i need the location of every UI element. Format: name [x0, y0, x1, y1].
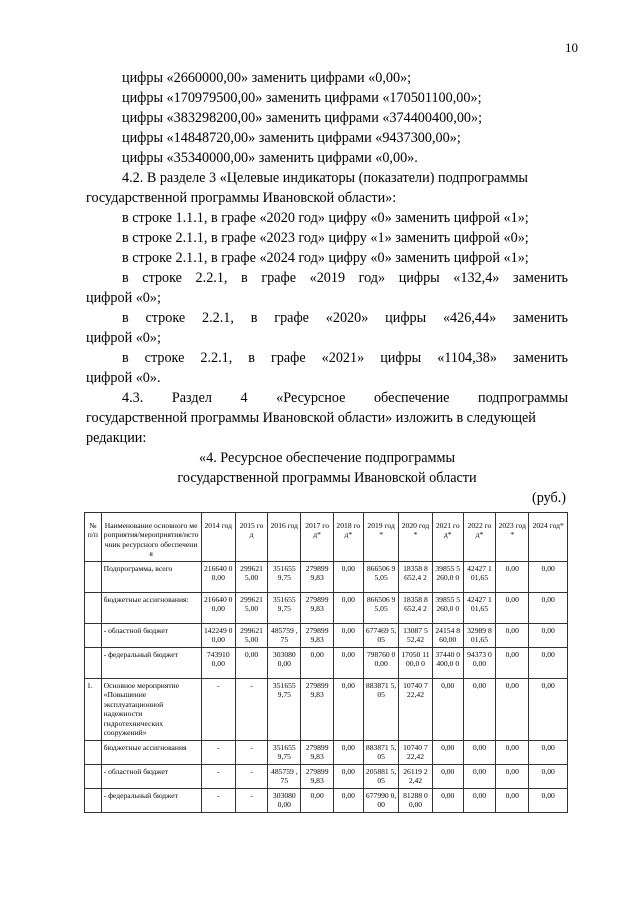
- table-cell: 216640 00,00: [201, 592, 235, 623]
- column-header-name: Наименование основного мероприятия/мероприятия/источник ресурсного обеспечения: [101, 513, 201, 562]
- table-cell: 866506 95,05: [363, 592, 398, 623]
- table-cell: 0,00: [235, 647, 267, 678]
- table-cell: 0,00: [496, 740, 529, 764]
- table-cell: 279899 9,83: [301, 623, 333, 647]
- table-cell: [85, 788, 102, 812]
- table-cell: 0,00: [496, 764, 529, 788]
- table-cell: -: [235, 764, 267, 788]
- table-cell: 0,00: [432, 764, 463, 788]
- text-line: в строке 2.1.1, в графе «2024 год» цифру «0» заменить цифрой «1»;: [122, 250, 529, 266]
- table-cell: 0,00: [301, 647, 333, 678]
- text-line: в строке 2.1.1, в графе «2023 год» цифру «1» заменить цифрой «0»;: [122, 230, 529, 246]
- page-number: 10: [565, 40, 578, 55]
- table-cell: 883871 5,05: [363, 678, 398, 740]
- table-cell: 798760 00,00: [363, 647, 398, 678]
- table-cell: 279899 9,83: [301, 740, 333, 764]
- table-cell: 0,00: [496, 678, 529, 740]
- table-cell: [85, 592, 102, 623]
- table-cell: 0,00: [529, 623, 568, 647]
- text-line: в строке 2.2.1, в графе «2019 год» цифры «132,4» заменить: [122, 270, 568, 286]
- table-cell: 0,00: [432, 788, 463, 812]
- unit-label: (руб.): [531, 490, 566, 506]
- table-cell: 10740 722,42: [399, 740, 432, 764]
- table-cell: 0,00: [529, 678, 568, 740]
- table-cell: 81288 00,00: [399, 788, 432, 812]
- column-header: 2024 год*: [529, 513, 568, 562]
- column-header: 2018 год*: [333, 513, 363, 562]
- table-cell: 303080 0,00: [268, 647, 301, 678]
- table-row: [85, 592, 568, 623]
- resource-table-main: [84, 512, 568, 813]
- table-cell: 351655 9,75: [268, 740, 301, 764]
- table-cell: 216640 00,00: [201, 561, 235, 592]
- column-header: 2017 год*: [301, 513, 333, 562]
- table-cell: 0,00: [496, 561, 529, 592]
- table-cell: 0,00: [333, 592, 363, 623]
- row-label: - федеральный бюджет: [101, 788, 201, 812]
- table-cell: -: [201, 678, 235, 740]
- row-label: - федеральный бюджет: [101, 647, 201, 678]
- table-cell: 279899 9,83: [301, 561, 333, 592]
- column-header: 2021 год*: [432, 513, 463, 562]
- text-line: цифры «383298200,00» заменить цифрами «374400400,00»;: [122, 110, 483, 126]
- table-cell: 0,00: [463, 764, 495, 788]
- row-label: бюджетные ассигнования:: [101, 592, 201, 623]
- table-cell: 0,00: [529, 764, 568, 788]
- table-cell: 0,00: [496, 592, 529, 623]
- table-cell: -: [201, 764, 235, 788]
- section-heading-line-2: государственной программы Ивановской области: [177, 470, 477, 486]
- table-cell: 0,00: [529, 788, 568, 812]
- column-header: № п/п: [85, 513, 102, 562]
- table-cell: 39855 5260,0 0: [432, 561, 463, 592]
- table-cell: 13087 552,42: [399, 623, 432, 647]
- table-cell: 303080 0,00: [268, 788, 301, 812]
- table-cell: 299621 5,00: [235, 561, 267, 592]
- text-line: цифры «35340000,00» заменить цифрами «0,00».: [122, 150, 418, 166]
- table-cell: [85, 647, 102, 678]
- text-line: государственной программы Ивановской области»:: [86, 190, 397, 206]
- table-cell: [85, 764, 102, 788]
- text-line: в строке 1.1.1, в графе «2020 год» цифру «0» заменить цифрой «1»;: [122, 210, 529, 226]
- table-cell: 0,00: [463, 788, 495, 812]
- text-line: цифры «170979500,00» заменить цифрами «170501100,00»;: [122, 90, 482, 106]
- table-cell: 743910 0,00: [201, 647, 235, 678]
- table-cell: 485759 ,75: [268, 623, 301, 647]
- table-cell: 0,00: [496, 788, 529, 812]
- table-cell: 866506 95,05: [363, 561, 398, 592]
- table-cell: 279899 9,83: [301, 592, 333, 623]
- table-cell: 351655 9,75: [268, 561, 301, 592]
- column-header: 2014 год: [201, 513, 235, 562]
- table-cell: 17050 1100,0 0: [399, 647, 432, 678]
- table-cell: 0,00: [432, 678, 463, 740]
- column-header: 2020 год*: [399, 513, 432, 562]
- table-row: [85, 764, 568, 788]
- text-line: цифры «14848720,00» заменить цифрами «9437300,00»;: [122, 130, 461, 146]
- table-row: [85, 788, 568, 812]
- table-cell: 351655 9,75: [268, 592, 301, 623]
- row-label: Основное мероприятие «Повышение эксплуатационной надежности гидротехнических сооружений»: [101, 678, 201, 740]
- table-cell: 0,00: [529, 740, 568, 764]
- table-cell: 42427 101,65: [463, 561, 495, 592]
- table-cell: 0,00: [333, 678, 363, 740]
- text-line: 4.3. Раздел 4 «Ресурсное обеспечение подпрограммы: [122, 390, 568, 406]
- table-cell: 279899 9,83: [301, 764, 333, 788]
- table-cell: 94373 00,00: [463, 647, 495, 678]
- table-cell: -: [235, 788, 267, 812]
- table-cell: [85, 623, 102, 647]
- table-cell: 42427 101,65: [463, 592, 495, 623]
- text-line: цифрой «0».: [86, 370, 161, 386]
- text-line: в строке 2.2.1, в графе «2021» цифры «1104,38» заменить: [122, 350, 568, 366]
- table-cell: 205881 5,05: [363, 764, 398, 788]
- table-cell: 0,00: [463, 678, 495, 740]
- table-cell: 299621 5,00: [235, 623, 267, 647]
- row-label: бюджетные ассигнования: [101, 740, 201, 764]
- table-cell: 0,00: [333, 740, 363, 764]
- table-cell: -: [235, 740, 267, 764]
- table-cell: 0,00: [463, 740, 495, 764]
- table-cell: 0,00: [496, 623, 529, 647]
- table-cell: 10740 722,42: [399, 678, 432, 740]
- text-line: цифрой «0»;: [86, 330, 161, 346]
- table-row: [85, 678, 568, 740]
- table-cell: 18358 8652,4 2: [399, 561, 432, 592]
- table-cell: 32989 801,65: [463, 623, 495, 647]
- table-cell: 0,00: [529, 647, 568, 678]
- table-row: [85, 647, 568, 678]
- table-cell: 0,00: [529, 561, 568, 592]
- row-label: Подпрограмма, всего: [101, 561, 201, 592]
- table-row: [85, 740, 568, 764]
- table-cell: -: [201, 788, 235, 812]
- table-cell: 0,00: [301, 788, 333, 812]
- table-cell: [85, 740, 102, 764]
- table-cell: 0,00: [333, 561, 363, 592]
- table-cell: 485759 ,75: [268, 764, 301, 788]
- table-cell: 0,00: [333, 788, 363, 812]
- text-line: редакции:: [86, 430, 147, 446]
- table-cell: 0,00: [432, 740, 463, 764]
- table-cell: 39855 5260,0 0: [432, 592, 463, 623]
- text-line: цифрой «0»;: [86, 290, 161, 306]
- table-cell: 351655 9,75: [268, 678, 301, 740]
- section-heading-line-1: «4. Ресурсное обеспечение подпрограммы: [199, 450, 455, 466]
- table-cell: 0,00: [496, 647, 529, 678]
- column-header: 2022 год*: [463, 513, 495, 562]
- table-cell: 883871 5,05: [363, 740, 398, 764]
- text-line: государственной программы Ивановской области» изложить в следующей: [86, 410, 536, 426]
- table-row: [85, 623, 568, 647]
- table-row: [85, 561, 568, 592]
- table-cell: 26119 22,42: [399, 764, 432, 788]
- table-cell: 677990 0,00: [363, 788, 398, 812]
- table-cell: 299621 5,00: [235, 592, 267, 623]
- table-cell: 677469 5,05: [363, 623, 398, 647]
- table-cell: 0,00: [333, 647, 363, 678]
- table-cell: 142249 00,00: [201, 623, 235, 647]
- table-cell: 0,00: [529, 592, 568, 623]
- column-header: 2015 год: [235, 513, 267, 562]
- table-cell: 1.: [85, 678, 102, 740]
- table-cell: -: [235, 678, 267, 740]
- column-header: 2019 год*: [363, 513, 398, 562]
- text-line: в строке 2.2.1, в графе «2020» цифры «426,44» заменить: [122, 310, 568, 326]
- table-cell: -: [201, 740, 235, 764]
- table-cell: 0,00: [333, 623, 363, 647]
- table-header-row: [85, 513, 568, 562]
- table-cell: 18358 8652,4 2: [399, 592, 432, 623]
- table-cell: [85, 561, 102, 592]
- column-header: 2023 год*: [496, 513, 529, 562]
- table-cell: 24154 860,00: [432, 623, 463, 647]
- column-header: 2016 год: [268, 513, 301, 562]
- table-cell: 279899 9,83: [301, 678, 333, 740]
- text-line: цифры «2660000,00» заменить цифрами «0,00»;: [122, 70, 412, 86]
- row-label: - областной бюджет: [101, 623, 201, 647]
- text-line: 4.2. В разделе 3 «Целевые индикаторы (показатели) подпрограммы: [122, 170, 528, 186]
- row-label: - областной бюджет: [101, 764, 201, 788]
- table-cell: 37440 0400,0 0: [432, 647, 463, 678]
- table-cell: 0,00: [333, 764, 363, 788]
